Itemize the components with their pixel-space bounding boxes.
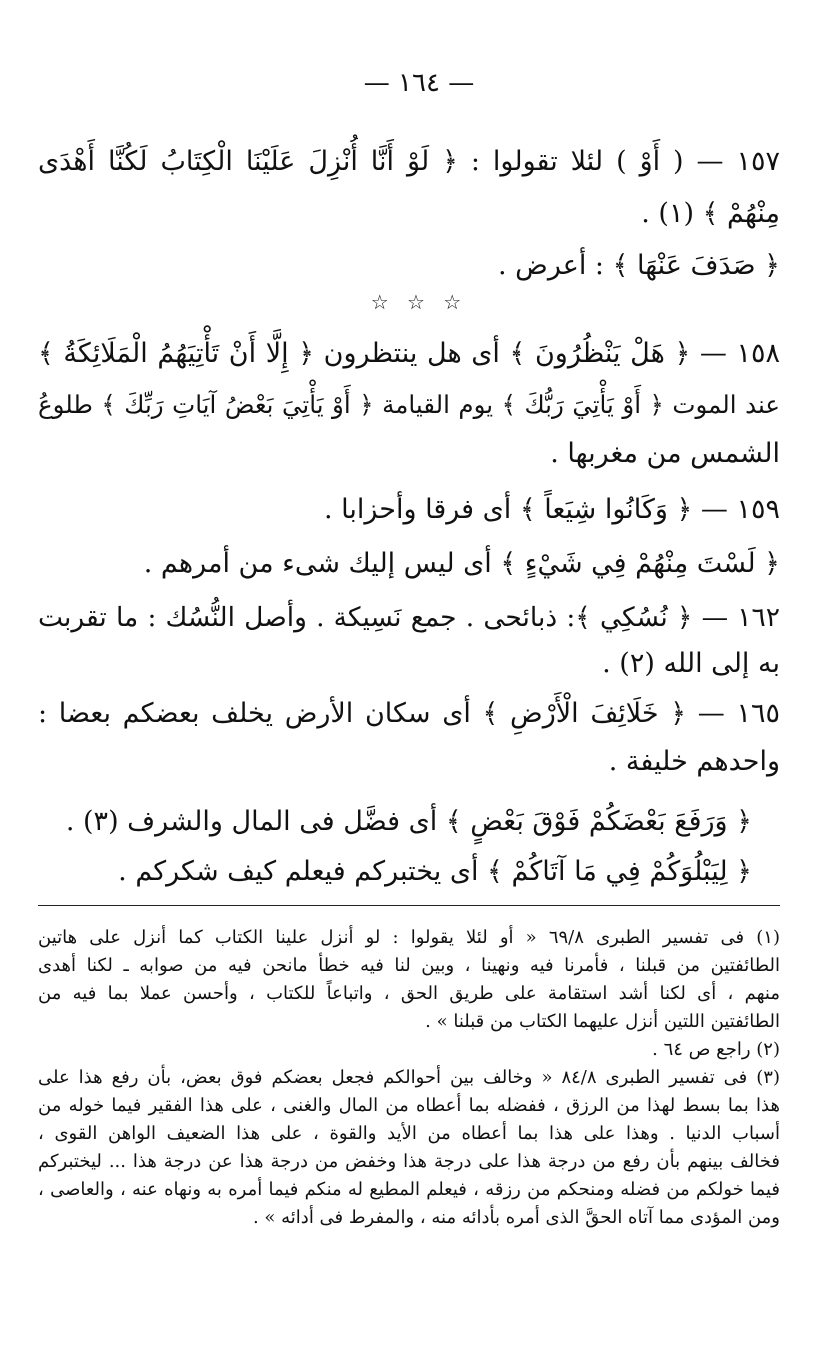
page-number: — ١٦٤ —	[363, 68, 475, 98]
footnote-line: الطائفتين اللتين أنزل عليهما الكتاب من قبلنا » .	[425, 1011, 780, 1032]
footnote-line: أسباب الدنيا . وهذا على هذا بما أعطاه من الأيد والقوة ، على هذا الضعيف الواهن القوى ،	[38, 1123, 780, 1144]
footnote-line: الطائفتين من قبلنا ، فأمرنا فيه ونهينا ، وبين لنا فيه خطأ مانحن فيه من صوابه ـ لكنا أهدى	[38, 955, 780, 976]
entry-165-line-4: ﴿ لِيَبْلُوَكُمْ فِي مَا آتَاكُمْ ﴾ أى يختبركم فيعلم كيف شكركم .	[118, 856, 752, 887]
entry-159-line-1: ١٥٩ — ﴿ وَكَانُوا شِيَعاً ﴾ أى فرقا وأحزابا .	[323, 494, 780, 525]
entry-158-line-2: عند الموت ﴿ أَوْ يَأْتِيَ رَبُّكَ ﴾ يوم القيامة ﴿ أَوْ يَأْتِيَ بَعْضُ آيَاتِ رَبِّكَ ﴾ طلوعُ	[38, 390, 780, 419]
footnote-line: فخالف بينهم بأن رفع من درجة هذا على درجة هذا وخفض من درجة هذا عن درجة هذا ... ليختبركم	[38, 1151, 780, 1172]
entry-162-line-2: به إلى الله (٢) .	[602, 648, 780, 679]
entry-158-line-1: ١٥٨ — ﴿ هَلْ يَنْظُرُونَ ﴾ أى هل ينتظرون ﴿ إِلَّا أَنْ تَأْتِيَهُمُ الْمَلَائِكَةُ ﴾	[38, 338, 780, 369]
footnote-line: (١) فى تفسير الطبرى ٦٩/٨ « أو لئلا يقولوا : لو أنزل علينا الكتاب كما أنزل على هاتين	[38, 927, 780, 948]
entry-157-line-2: مِنْهُمْ ﴾ (١) .	[641, 198, 780, 229]
section-separator: ☆ ☆ ☆	[370, 290, 468, 314]
entry-157-line-1: ١٥٧ — ( أَوْ ) لئلا تقولوا : ﴿ لَوْ أَنَّا أُنْزِلَ عَلَيْنَا الْكِتَابُ لَكُنَّا أَهْدَى	[38, 146, 780, 177]
entry-157-line-3: ﴿ صَدَفَ عَنْهَا ﴾ : أعرض .	[498, 250, 780, 281]
footnote-line: (٣) فى تفسير الطبرى ٨٤/٨ « وخالف بين أحوالكم فجعل بعضكم فوق بعض، بأن رفع هذا على	[38, 1067, 780, 1088]
footnote-line: (٢) راجع ص ٦٤ .	[652, 1039, 780, 1060]
entry-158-line-3: الشمس من مغربها .	[550, 438, 780, 469]
entry-159-line-2: ﴿ لَسْتَ مِنْهُمْ فِي شَيْءٍ ﴾ أى ليس إليك شىء من أمرهم .	[143, 548, 780, 579]
entry-162-line-1: ١٦٢ — ﴿ نُسُكِي ﴾: ذبائحى . جمع نَسِيكة . وأصل النُّسُك : ما تقربت	[38, 602, 780, 633]
footnote-line: منهم ، أى لكنا أشد استقامة على طريق الحق ، واتباعاً للكتاب ، وأحسن عملا بما فيه من	[38, 983, 780, 1004]
footnote-line: ومن المؤدى مما آتاه الحقَّ الذى أمره بأدائه منه ، والمفرط فى أدائه » .	[252, 1207, 780, 1228]
footnote-line: هذا بما بسط لهذا من الرزق ، ففضله بما أعطاه من المال والغنى ، على هذا الفقير فيما خوله من	[38, 1095, 780, 1116]
entry-165-line-1: ١٦٥ — ﴿ خَلَائِفَ الْأَرْضِ ﴾ أى سكان الأرض يخلف بعضكم بعضا :	[38, 698, 780, 729]
entry-165-line-3: ﴿ وَرَفَعَ بَعْضَكُمْ فَوْقَ بَعْضٍ ﴾ أى فضَّل فى المال والشرف (٣) .	[65, 806, 752, 837]
entry-165-line-2: واحدهم خليفة .	[608, 746, 780, 777]
footnote-line: فيما خولكم من فضله ومنحكم من رزقه ، فيعلم المطيع له منكم فيما أمره به ونهاه عنه ، والعاصى ،	[38, 1179, 780, 1200]
footnote-divider	[38, 905, 780, 906]
